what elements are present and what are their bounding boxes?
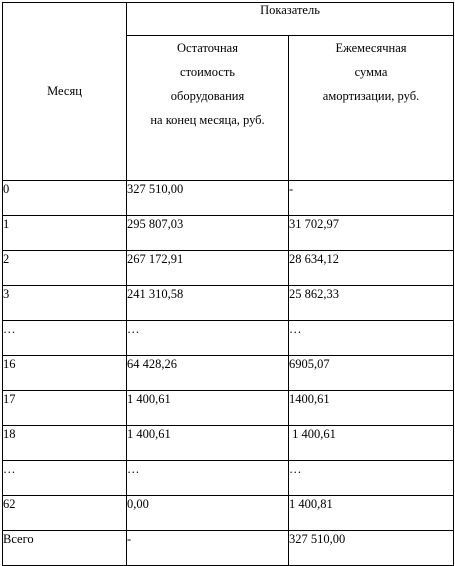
cell-amortization: 1 400,61	[289, 426, 454, 461]
table-row-total	[3, 531, 454, 566]
cell-residual-value: 0,00	[127, 496, 289, 531]
table-row	[3, 181, 454, 216]
header-residual-value	[127, 35, 289, 180]
cell-residual-value: 267 172,91	[127, 251, 289, 286]
cell-month: 18	[3, 426, 127, 461]
cell-month: 2	[3, 251, 127, 286]
cell-amortization: 31 702,97	[289, 216, 454, 251]
header-residual-line: оборудования	[170, 88, 245, 103]
header-amortization-line: Ежемесячная	[335, 40, 407, 55]
cell-residual-value: 64 428,26	[127, 356, 289, 391]
table-row	[3, 286, 454, 321]
table-row	[3, 321, 454, 356]
header-residual-line: стоимость	[180, 64, 235, 79]
cell-residual-value: 295 807,03	[127, 216, 289, 251]
cell-amortization: …	[289, 461, 454, 496]
header-indicator	[127, 3, 454, 36]
table-row	[3, 251, 454, 286]
cell-month: …	[3, 321, 127, 356]
table-header	[3, 3, 454, 181]
header-amortization-line: сумма	[354, 64, 388, 79]
cell-residual-value: …	[127, 461, 289, 496]
cell-residual-value: 1 400,61	[127, 426, 289, 461]
header-indicator-label: Показатель	[260, 3, 320, 17]
cell-month: …	[3, 461, 127, 496]
cell-month: 16	[3, 356, 127, 391]
amortization-table	[2, 2, 454, 566]
cell-residual-value: 327 510,00	[127, 181, 289, 216]
cell-month: 1	[3, 216, 127, 251]
table-row	[3, 391, 454, 426]
cell-month: 0	[3, 181, 127, 216]
cell-amortization: -	[289, 181, 454, 216]
cell-month: 17	[3, 391, 127, 426]
table-row	[3, 426, 454, 461]
header-month	[3, 3, 127, 181]
cell-amortization: 25 862,33	[289, 286, 454, 321]
header-residual-line: Остаточная	[177, 40, 238, 55]
cell-month: Всего	[3, 531, 127, 566]
table-row	[3, 216, 454, 251]
header-residual-line: на конец месяца, руб.	[150, 112, 265, 127]
cell-month: 62	[3, 496, 127, 531]
cell-residual-value: 1 400,61	[127, 391, 289, 426]
cell-residual-value: 241 310,58	[127, 286, 289, 321]
cell-amortization: 28 634,12	[289, 251, 454, 286]
table-row	[3, 496, 454, 531]
cell-amortization: …	[289, 321, 454, 356]
table-row	[3, 461, 454, 496]
cell-amortization: 327 510,00	[289, 531, 454, 566]
cell-amortization: 1 400,81	[289, 496, 454, 531]
header-monthly-amortization	[289, 35, 454, 180]
table-body	[3, 181, 454, 566]
table-row	[3, 356, 454, 391]
cell-amortization: 6905,07	[289, 356, 454, 391]
cell-residual-value: …	[127, 321, 289, 356]
cell-amortization: 1400,61	[289, 391, 454, 426]
cell-residual-value: -	[127, 531, 289, 566]
header-amortization-line: амортизации, руб.	[322, 88, 420, 103]
cell-month: 3	[3, 286, 127, 321]
header-month-label: Месяц	[47, 84, 82, 98]
